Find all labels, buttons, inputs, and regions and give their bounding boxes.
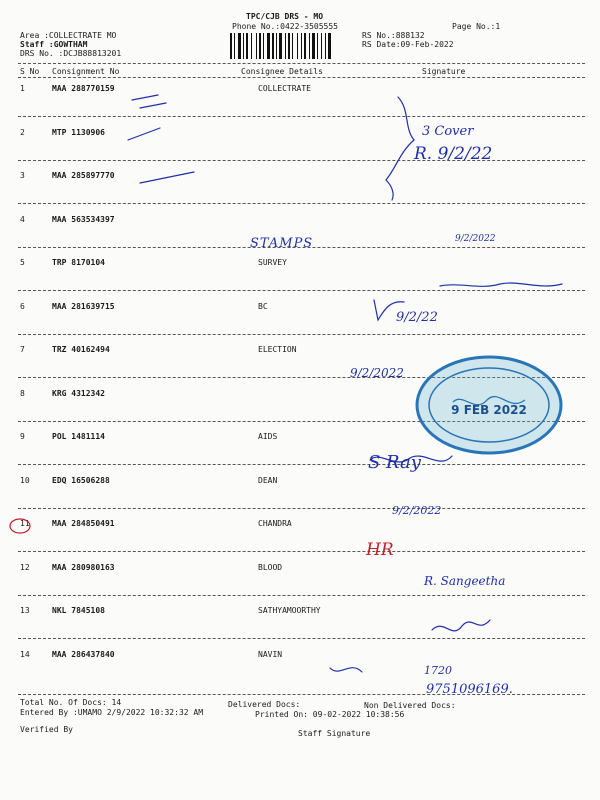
tick-mark-row-2 — [128, 128, 160, 140]
post-office-stamp — [413, 352, 565, 458]
row-consignment-number: MAA 288770159 — [52, 84, 115, 93]
row-consignment-number: TRZ 40162494 — [52, 345, 110, 354]
row-consignment-number: POL 1481114 — [52, 432, 105, 441]
phone-number: Phone No.:0422-3505555 — [232, 22, 338, 31]
row-consignee: CHANDRA — [258, 519, 292, 528]
handwritten-date-row-4: 9/2/2022 — [455, 234, 496, 244]
row-consignee: SATHYAMOORTHY — [258, 606, 321, 615]
row-consignee: DEAN — [258, 476, 278, 485]
stamp-date: 9 FEB 2022 — [451, 403, 527, 417]
tick-mark-row-1b — [140, 103, 166, 108]
row-consignee: BC — [258, 302, 268, 311]
row-sno: 14 — [20, 650, 30, 659]
handwritten-cover-count: 3 Cover — [422, 124, 474, 139]
row-sno: 7 — [20, 345, 25, 354]
delivered-docs: Delivered Docs: — [228, 700, 301, 709]
row-consignment-number: MAA 281639715 — [52, 302, 115, 311]
row-consignee: ELECTION — [258, 345, 297, 354]
scribble-row-5 — [440, 283, 562, 286]
entered-by: Entered By :UMAMO 2/9/2022 10:32:32 AM — [20, 708, 204, 717]
row-sno: 4 — [20, 215, 25, 224]
handwritten-date-row-7: 9/2/2022 — [350, 366, 404, 380]
row-sno: 13 — [20, 606, 30, 615]
handwritten-signature-row-12: R. Sangeetha — [424, 574, 506, 588]
rs-number: RS No.:888132 — [362, 31, 425, 40]
non-delivered-docs: Non Delivered Docs: — [364, 701, 456, 710]
handwritten-date-row-10: 9/2/2022 — [392, 504, 442, 517]
handwritten-stamps: STAMPS — [250, 236, 314, 251]
scribble-row-14 — [330, 668, 362, 672]
row-consignment-number: MAA 280980163 — [52, 563, 115, 572]
row-consignment-number: TRP 8170104 — [52, 258, 105, 267]
tick-mark-row-3 — [140, 172, 194, 183]
handwritten-signature-row-9: S Ray — [368, 452, 421, 473]
row-consignee: COLLECTRATE — [258, 84, 311, 93]
tick-mark-row-1 — [132, 95, 158, 100]
printed-on: Printed On: 09-02-2022 10:38:56 — [255, 710, 405, 719]
brace-mark — [386, 97, 414, 200]
row-consignment-number: MAA 563534397 — [52, 215, 115, 224]
row-sno: 12 — [20, 563, 30, 572]
handwritten-number-row-14a: 1720 — [424, 664, 452, 677]
row-consignee: NAVIN — [258, 650, 283, 659]
row-consignment-number: MAA 284850491 — [52, 519, 115, 528]
row-sno: 6 — [20, 302, 25, 311]
row-sno: 11 — [20, 519, 30, 528]
row-consignee: SURVEY — [258, 258, 287, 267]
total-docs: Total No. Of Docs: 14 — [20, 698, 122, 707]
row-consignment-number: NKL 7845108 — [52, 606, 105, 615]
drs-number: DRS No. :DCJB88813201 — [20, 49, 122, 58]
row-sno: 5 — [20, 258, 25, 267]
row-sno: 8 — [20, 389, 25, 398]
row-sno: 3 — [20, 171, 25, 180]
row-consignment-number: KRG 4312342 — [52, 389, 105, 398]
row-sno: 2 — [20, 128, 25, 137]
footer-divider — [18, 694, 585, 695]
handwritten-phone-row-14: 9751096169. — [426, 682, 513, 697]
row-consignee: BLOOD — [258, 563, 283, 572]
staff-label: Staff :GOWTHAM — [20, 40, 88, 49]
row-consignment-number: MTP 1130906 — [52, 128, 105, 137]
page-number: Page No.:1 — [452, 22, 501, 31]
scribble-row-13 — [432, 620, 490, 631]
row-sno: 9 — [20, 432, 25, 441]
rs-date: RS Date:09-Feb-2022 — [362, 40, 454, 49]
row-consignment-number: EDQ 16506288 — [52, 476, 110, 485]
row-consignee: AIDS — [258, 432, 278, 441]
staff-signature: Staff Signature — [298, 729, 371, 738]
area-label: Area :COLLECTRATE MO — [20, 31, 117, 40]
handwritten-date-row-6: 9/2/22 — [396, 310, 438, 325]
col-header-consignment: Consignment No — [52, 67, 120, 76]
row-consignment-number: MAA 286437840 — [52, 650, 115, 659]
handwritten-receipt-date: R. 9/2/22 — [414, 144, 493, 164]
row-sno: 1 — [20, 84, 25, 93]
row-sno: 10 — [20, 476, 30, 485]
verified-by: Verified By — [20, 725, 73, 734]
document-title: TPC/CJB DRS - MO — [246, 12, 324, 21]
row-consignment-number: MAA 285897770 — [52, 171, 115, 180]
handwritten-hr-mark: HR — [366, 540, 394, 560]
col-header-consignee: Consignee Details — [241, 67, 323, 76]
col-header-signature: Signature — [422, 67, 466, 76]
col-header-sno: S No — [20, 67, 40, 76]
